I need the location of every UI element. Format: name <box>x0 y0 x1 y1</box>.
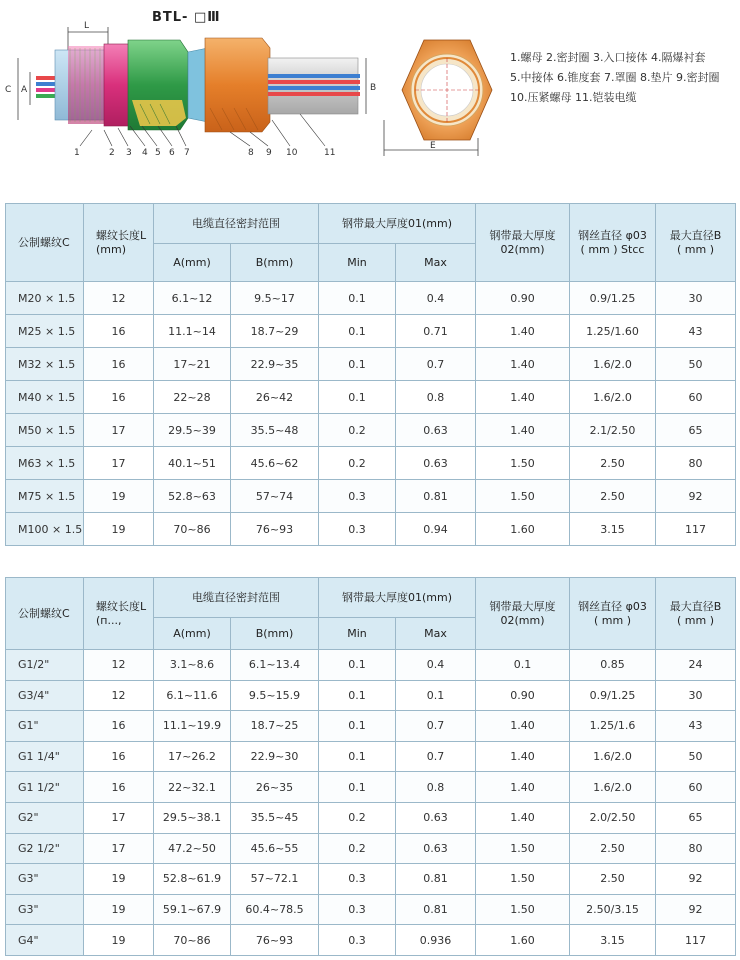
header-steel-thickness-02: 钢带最大厚度 02(mm) <box>476 204 570 282</box>
table-cell: M50 × 1.5 <box>6 414 84 447</box>
table-cell: 16 <box>84 711 154 742</box>
table-cell: M32 × 1.5 <box>6 348 84 381</box>
table-row <box>6 480 736 513</box>
table-cell: G4" <box>6 925 84 956</box>
table-cell: 19 <box>84 894 154 925</box>
table-cell: 22~32.1 <box>154 772 231 803</box>
table-cell: 47.2~50 <box>154 833 231 864</box>
table-cell: 1.40 <box>476 802 570 833</box>
table-cell: 0.2 <box>319 833 396 864</box>
table-cell: 3.15 <box>570 925 656 956</box>
table-cell: 92 <box>656 480 736 513</box>
table-cell: 0.8 <box>396 772 476 803</box>
table-cell: 0.1 <box>476 650 570 681</box>
table-cell: M20 × 1.5 <box>6 282 84 315</box>
table-cell: 11.1~19.9 <box>154 711 231 742</box>
table-cell: 1.50 <box>476 894 570 925</box>
table-cell: 1.40 <box>476 741 570 772</box>
table-cell: 9.5~17 <box>231 282 319 315</box>
table-cell: 0.81 <box>396 864 476 895</box>
table-cell: 2.50 <box>570 833 656 864</box>
header-max-diameter: 最大直径B ( mm ) <box>656 578 736 650</box>
table-cell: 0.2 <box>319 802 396 833</box>
callout-8: 8 <box>248 148 254 158</box>
table-cell: 60 <box>656 381 736 414</box>
table-cell: 0.7 <box>396 348 476 381</box>
label-a: A <box>21 85 28 95</box>
callout-4: 4 <box>142 148 148 158</box>
table-cell: 6.1~11.6 <box>154 680 231 711</box>
callout-2: 2 <box>109 148 115 158</box>
table-row <box>6 802 736 833</box>
legend-line: 5.中接体 6.锥度套 7.罩圈 8.垫片 9.密封圈 <box>510 71 720 84</box>
table-cell: 52.8~63 <box>154 480 231 513</box>
table-cell: 0.4 <box>396 282 476 315</box>
callout-5: 5 <box>155 148 161 158</box>
label-c: C <box>5 85 12 95</box>
table-cell: 0.1 <box>319 711 396 742</box>
table-cell: 16 <box>84 772 154 803</box>
header-min: Min <box>319 244 396 282</box>
table-cell: 26~35 <box>231 772 319 803</box>
table-cell: 0.9/1.25 <box>570 282 656 315</box>
table-cell: 43 <box>656 315 736 348</box>
table-row <box>6 513 736 546</box>
table-cell: M75 × 1.5 <box>6 480 84 513</box>
table-cell: 1.6/2.0 <box>570 381 656 414</box>
table-cell: 35.5~45 <box>231 802 319 833</box>
table-cell: 65 <box>656 802 736 833</box>
table-cell: 0.85 <box>570 650 656 681</box>
table-cell: 0.63 <box>396 833 476 864</box>
callout-6: 6 <box>169 148 175 158</box>
table-cell: 0.3 <box>319 894 396 925</box>
table-cell: 0.1 <box>319 381 396 414</box>
callout-numbers <box>74 148 335 158</box>
table-cell: 16 <box>84 348 154 381</box>
table-row <box>6 894 736 925</box>
table-cell: 3.15 <box>570 513 656 546</box>
table-row <box>6 315 736 348</box>
table-row <box>6 381 736 414</box>
table-cell: 1.40 <box>476 711 570 742</box>
table-cell: G1 1/2" <box>6 772 84 803</box>
table-cell: 117 <box>656 513 736 546</box>
table-cell: 16 <box>84 381 154 414</box>
table-cell: 0.3 <box>319 925 396 956</box>
table-cell: 18.7~29 <box>231 315 319 348</box>
header-seal-range: 电缆直径密封范围 <box>154 578 319 618</box>
table-cell: 17 <box>84 833 154 864</box>
table-row <box>6 447 736 480</box>
table-cell: G1 1/4" <box>6 741 84 772</box>
table-cell: 0.63 <box>396 447 476 480</box>
header-seal-range: 电缆直径密封范围 <box>154 204 319 244</box>
label-l: L <box>84 21 90 31</box>
callout-1: 1 <box>74 148 80 158</box>
table-cell: 0.3 <box>319 864 396 895</box>
table-cell: 92 <box>656 894 736 925</box>
header-length: 螺纹长度L (п..., <box>84 578 154 650</box>
table-cell: 1.50 <box>476 480 570 513</box>
table-cell: 0.1 <box>319 348 396 381</box>
table-cell: 60.4~78.5 <box>231 894 319 925</box>
table-row <box>6 741 736 772</box>
table-cell: 0.7 <box>396 741 476 772</box>
header-wire-diameter: 钢丝直径 φ03 ( mm ) Stcc <box>570 204 656 282</box>
table-row <box>6 833 736 864</box>
table-row <box>6 925 736 956</box>
table-cell: 26~42 <box>231 381 319 414</box>
table-cell: 50 <box>656 348 736 381</box>
table-cell: 59.1~67.9 <box>154 894 231 925</box>
parts-legend <box>510 48 719 108</box>
table-cell: 0.1 <box>319 282 396 315</box>
table-cell: 6.1~13.4 <box>231 650 319 681</box>
callout-9: 9 <box>266 148 272 158</box>
table-cell: 16 <box>84 741 154 772</box>
table-cell: 24 <box>656 650 736 681</box>
dimension-c <box>5 58 30 120</box>
table-cell: 0.90 <box>476 680 570 711</box>
table-cell: 76~93 <box>231 925 319 956</box>
table-cell: G1/2" <box>6 650 84 681</box>
model-title: BTL- □Ⅲ <box>152 10 221 25</box>
header-max-diameter: 最大直径B ( mm ) <box>656 204 736 282</box>
callout-7: 7 <box>184 148 190 158</box>
table-cell: 50 <box>656 741 736 772</box>
table-cell: 9.5~15.9 <box>231 680 319 711</box>
table-row <box>6 772 736 803</box>
table-row <box>6 864 736 895</box>
table-cell: 0.1 <box>396 680 476 711</box>
callout-3: 3 <box>126 148 132 158</box>
table-cell: 17~21 <box>154 348 231 381</box>
table-cell: 45.6~62 <box>231 447 319 480</box>
table-cell: 0.90 <box>476 282 570 315</box>
callout-11: 11 <box>324 148 336 158</box>
table-row <box>6 348 736 381</box>
table-cell: 0.1 <box>319 650 396 681</box>
table-cell: 52.8~61.9 <box>154 864 231 895</box>
table-cell: 22.9~35 <box>231 348 319 381</box>
table-cell: 2.50 <box>570 447 656 480</box>
table-cell: 0.63 <box>396 414 476 447</box>
table-cell: 1.25/1.60 <box>570 315 656 348</box>
table-cell: 1.40 <box>476 414 570 447</box>
header-max: Max <box>396 618 476 650</box>
table-cell: 60 <box>656 772 736 803</box>
table-cell: 1.40 <box>476 315 570 348</box>
table-cell: 17 <box>84 447 154 480</box>
header-wire-diameter: 钢丝直径 φ03 ( mm ) <box>570 578 656 650</box>
table-cell: 2.50 <box>570 480 656 513</box>
table-row <box>6 414 736 447</box>
header-b: B(mm) <box>231 244 319 282</box>
table-cell: 43 <box>656 711 736 742</box>
table-cell: 1.25/1.6 <box>570 711 656 742</box>
header-a: A(mm) <box>154 618 231 650</box>
table-cell: 0.1 <box>319 772 396 803</box>
table-cell: 0.1 <box>319 741 396 772</box>
callout-10: 10 <box>286 148 298 158</box>
table1-body <box>6 282 736 546</box>
end-view-nut <box>384 40 492 156</box>
pipe-thread-spec-table <box>5 577 736 956</box>
table-cell: 0.4 <box>396 650 476 681</box>
table-cell: 45.6~55 <box>231 833 319 864</box>
table-cell: 30 <box>656 282 736 315</box>
table-cell: 0.94 <box>396 513 476 546</box>
table-cell: 30 <box>656 680 736 711</box>
table-cell: 0.63 <box>396 802 476 833</box>
table-cell: 19 <box>84 864 154 895</box>
table-cell: 19 <box>84 480 154 513</box>
header-thread: 公制螺纹C <box>6 204 84 282</box>
table-cell: 2.50 <box>570 864 656 895</box>
header-b: B(mm) <box>231 618 319 650</box>
table-cell: 70~86 <box>154 925 231 956</box>
label-e: E <box>430 141 436 151</box>
table-cell: 80 <box>656 447 736 480</box>
table-cell: 40.1~51 <box>154 447 231 480</box>
table-cell: 12 <box>84 650 154 681</box>
table-cell: 0.3 <box>319 513 396 546</box>
table-row <box>6 650 736 681</box>
table-cell: 80 <box>656 833 736 864</box>
legend-line: 10.压紧螺母 11.铠装电缆 <box>510 91 637 104</box>
table-cell: 0.9/1.25 <box>570 680 656 711</box>
orange-nut <box>188 38 270 132</box>
table-cell: 1.50 <box>476 864 570 895</box>
table-cell: 1.50 <box>476 447 570 480</box>
table-row <box>6 282 736 315</box>
table-cell: 1.60 <box>476 925 570 956</box>
table-cell: G2" <box>6 802 84 833</box>
table-cell: 12 <box>84 680 154 711</box>
table-cell: 17~26.2 <box>154 741 231 772</box>
table-cell: 16 <box>84 315 154 348</box>
table-cell: 117 <box>656 925 736 956</box>
header-steel-thickness-01: 钢带最大厚度01(mm) <box>319 578 476 618</box>
table-cell: G3" <box>6 894 84 925</box>
table-cell: 57~72.1 <box>231 864 319 895</box>
table-cell: 1.40 <box>476 381 570 414</box>
table-cell: 1.6/2.0 <box>570 348 656 381</box>
entry-body <box>104 40 188 130</box>
table-cell: 22~28 <box>154 381 231 414</box>
table-cell: 11.1~14 <box>154 315 231 348</box>
table-cell: 76~93 <box>231 513 319 546</box>
table-cell: 2.1/2.50 <box>570 414 656 447</box>
table-cell: 1.50 <box>476 833 570 864</box>
table-row <box>6 680 736 711</box>
table-cell: 17 <box>84 802 154 833</box>
table-cell: 1.60 <box>476 513 570 546</box>
table-cell: 0.71 <box>396 315 476 348</box>
table-cell: 17 <box>84 414 154 447</box>
table-cell: 2.50/3.15 <box>570 894 656 925</box>
table-cell: 0.3 <box>319 480 396 513</box>
table-cell: 0.2 <box>319 447 396 480</box>
table-cell: 12 <box>84 282 154 315</box>
table-cell: M63 × 1.5 <box>6 447 84 480</box>
table-cell: 18.7~25 <box>231 711 319 742</box>
table-cell: G1" <box>6 711 84 742</box>
product-figure <box>0 0 740 185</box>
table-row <box>6 711 736 742</box>
header-a: A(mm) <box>154 244 231 282</box>
table2-body <box>6 650 736 956</box>
table-cell: 19 <box>84 925 154 956</box>
table-cell: 1.40 <box>476 348 570 381</box>
table-cell: 1.40 <box>476 772 570 803</box>
header-max: Max <box>396 244 476 282</box>
header-min: Min <box>319 618 396 650</box>
table-cell: 1.6/2.0 <box>570 741 656 772</box>
table-cell: 19 <box>84 513 154 546</box>
table-cell: 70~86 <box>154 513 231 546</box>
dimension-l <box>68 21 108 50</box>
thread-section <box>55 46 108 124</box>
table-cell: 57~74 <box>231 480 319 513</box>
table-cell: 2.0/2.50 <box>570 802 656 833</box>
metric-thread-spec-table <box>5 203 736 546</box>
table-cell: M100 × 1.5 <box>6 513 84 546</box>
table-cell: G3" <box>6 864 84 895</box>
table-cell: 0.7 <box>396 711 476 742</box>
table-cell: M40 × 1.5 <box>6 381 84 414</box>
table-cell: 35.5~48 <box>231 414 319 447</box>
table-cell: 29.5~39 <box>154 414 231 447</box>
table-cell: 6.1~12 <box>154 282 231 315</box>
label-b: B <box>370 83 377 93</box>
table-cell: 3.1~8.6 <box>154 650 231 681</box>
table-cell: 0.936 <box>396 925 476 956</box>
table-cell: G2 1/2" <box>6 833 84 864</box>
header-thread: 公制螺纹C <box>6 578 84 650</box>
table-cell: 29.5~38.1 <box>154 802 231 833</box>
table-cell: 0.81 <box>396 894 476 925</box>
table-cell: 1.6/2.0 <box>570 772 656 803</box>
table-cell: 0.81 <box>396 480 476 513</box>
header-steel-thickness-01: 钢带最大厚度01(mm) <box>319 204 476 244</box>
table-cell: 0.1 <box>319 680 396 711</box>
armoured-cable <box>268 58 376 114</box>
table-cell: M25 × 1.5 <box>6 315 84 348</box>
header-length: 螺纹长度L (mm) <box>84 204 154 282</box>
table-cell: 0.8 <box>396 381 476 414</box>
table-cell: 0.2 <box>319 414 396 447</box>
header-steel-thickness-02: 钢带最大厚度 02(mm) <box>476 578 570 650</box>
table-cell: G3/4" <box>6 680 84 711</box>
table-cell: 65 <box>656 414 736 447</box>
table-cell: 22.9~30 <box>231 741 319 772</box>
table-cell: 92 <box>656 864 736 895</box>
table-cell: 0.1 <box>319 315 396 348</box>
legend-line: 1.螺母 2.密封圈 3.入口接体 4.隔爆衬套 <box>510 51 706 64</box>
